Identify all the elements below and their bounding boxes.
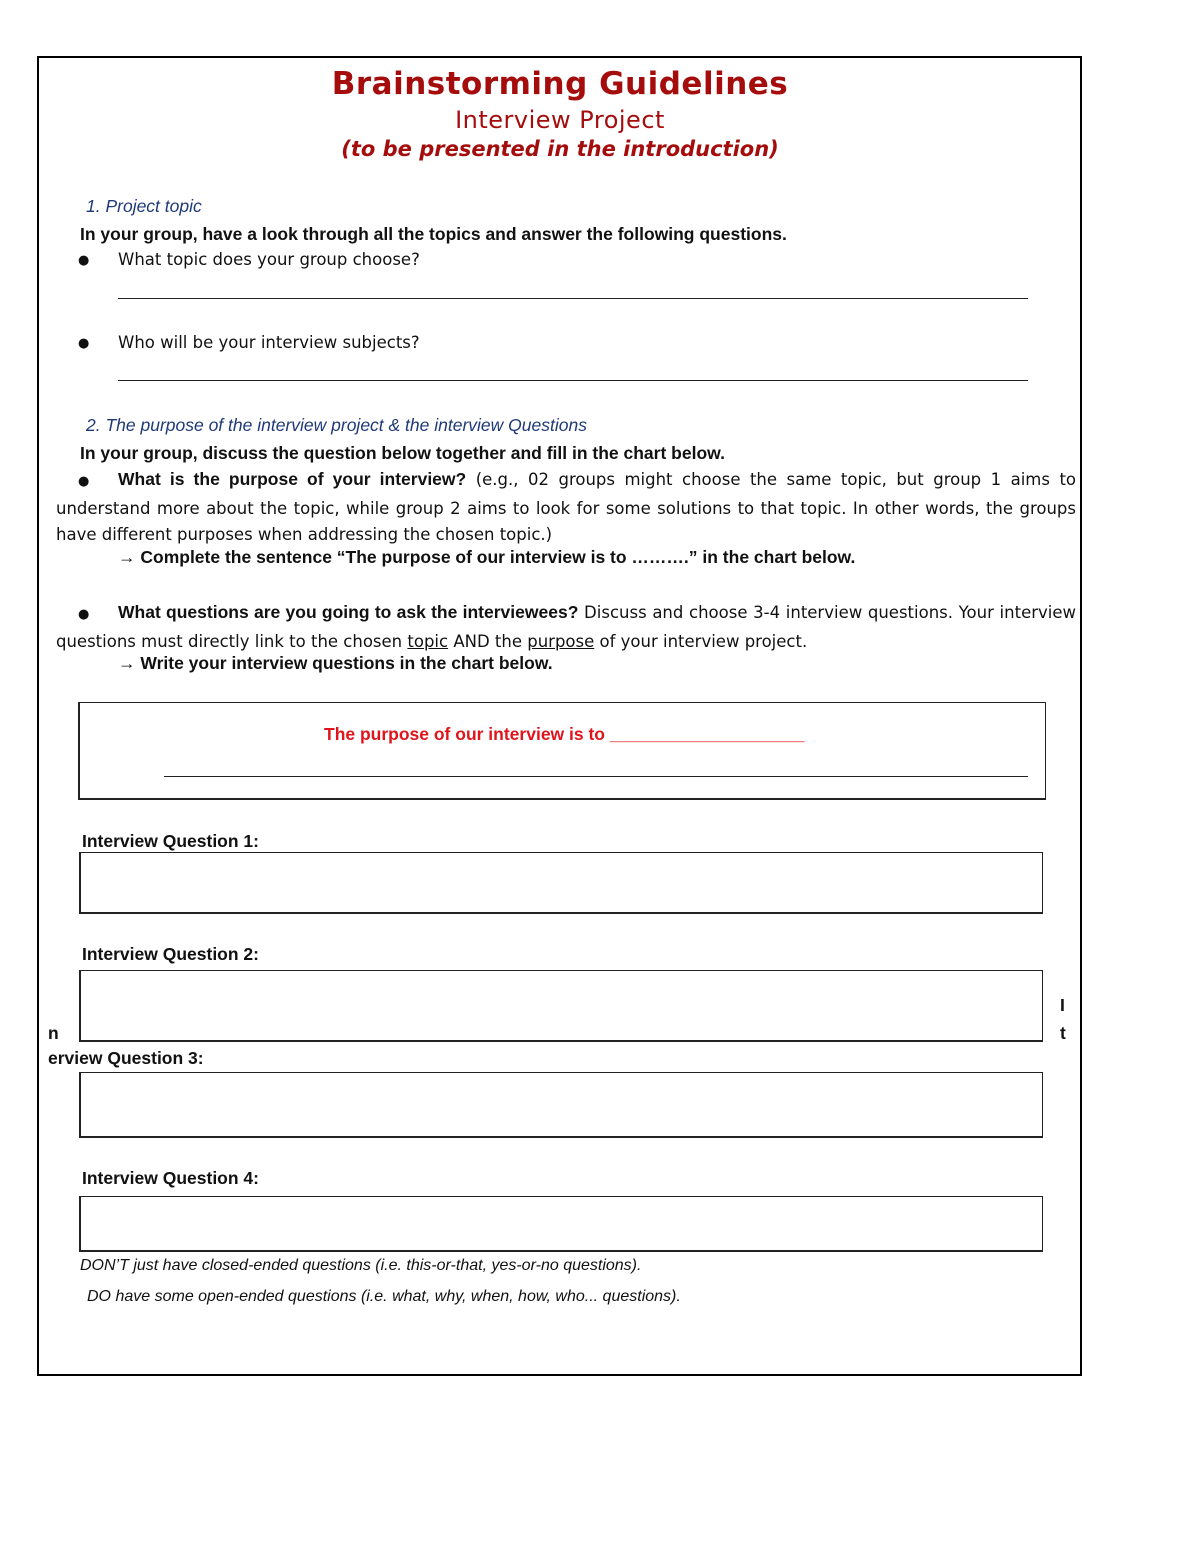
answer-line-topic[interactable] bbox=[118, 298, 1028, 299]
section2-heading: 2. The purpose of the interview project & the interview Questions bbox=[86, 415, 587, 435]
section1-instruction: In your group, have a look through all the topics and answer the following questions. bbox=[80, 224, 787, 244]
interview-question-3-fragment-left: n bbox=[48, 1023, 59, 1043]
interview-question-3-fragment-right-1: I bbox=[1060, 995, 1065, 1015]
section1-heading: 1. Project topic bbox=[86, 196, 202, 216]
answer-line-subjects[interactable] bbox=[118, 380, 1028, 381]
note-open-ended: DO have some open-ended questions (i.e. what, why, when, how, who... questions). bbox=[87, 1288, 681, 1305]
interview-question-3-box[interactable] bbox=[79, 1072, 1043, 1138]
document-note: (to be presented in the introduction) bbox=[341, 137, 779, 161]
bullet-icon: ● bbox=[78, 336, 90, 351]
interview-question-3-label: erview Question 3: bbox=[48, 1048, 204, 1068]
purpose-explanation: (e.g., 02 groups might choose the same topic, but group 1 aims to understand more about the topic, while group 2 aims to look for some solutions to that topic. In other words, the groups have different purposes when addressing the chosen topic.) bbox=[56, 470, 1077, 544]
bullet-icon: ● bbox=[78, 474, 90, 489]
section1-question-1: What topic does your group choose? bbox=[118, 250, 420, 269]
section2-bullet-purpose bbox=[56, 466, 1076, 549]
questions-explanation-and: AND the bbox=[448, 631, 528, 651]
interview-question-1-label: Interview Question 1: bbox=[82, 831, 259, 851]
questions-explanation-end: of your interview project. bbox=[594, 631, 808, 651]
interview-question-3-fragment-right-2: t bbox=[1060, 1023, 1066, 1043]
underlined-purpose: purpose bbox=[527, 631, 595, 651]
purpose-question: What is the purpose of your interview? bbox=[118, 469, 467, 489]
interview-question-2-label: Interview Question 2: bbox=[82, 944, 259, 964]
section2-arrow-2: → Write your interview questions in the chart below. bbox=[118, 653, 553, 673]
section2-bullet-questions bbox=[56, 599, 1076, 655]
interview-question-4-label: Interview Question 4: bbox=[82, 1168, 259, 1188]
questions-explanation: Discuss and choose 3-4 interview questions. Your interview questions must directly link to the chosen bbox=[56, 603, 1076, 651]
bullet-icon: ● bbox=[78, 607, 90, 622]
interview-question-1-box[interactable] bbox=[79, 852, 1043, 914]
underlined-topic: topic bbox=[407, 631, 449, 651]
document-subtitle: Interview Project bbox=[455, 106, 665, 134]
section1-question-2: Who will be your interview subjects? bbox=[118, 333, 420, 352]
section2-arrow-1: → Complete the sentence “The purpose of our interview is to ……….” in the chart below. bbox=[118, 547, 856, 567]
section2-instruction: In your group, discuss the question below together and fill in the chart below. bbox=[80, 443, 725, 463]
document-title: Brainstorming Guidelines bbox=[331, 66, 789, 102]
purpose-chart-box[interactable] bbox=[78, 702, 1046, 800]
questions-question: What questions are you going to ask the interviewees? bbox=[118, 602, 579, 622]
interview-question-2-box[interactable] bbox=[79, 970, 1043, 1042]
interview-question-4-box[interactable] bbox=[79, 1196, 1043, 1252]
purpose-answer-line[interactable] bbox=[164, 776, 1028, 777]
purpose-sentence: The purpose of our interview is to ____________________ bbox=[324, 724, 805, 744]
note-closed-ended: DON’T just have closed-ended questions (i.e. this-or-that, yes-or-no questions). bbox=[80, 1257, 642, 1274]
bullet-icon: ● bbox=[78, 253, 90, 268]
